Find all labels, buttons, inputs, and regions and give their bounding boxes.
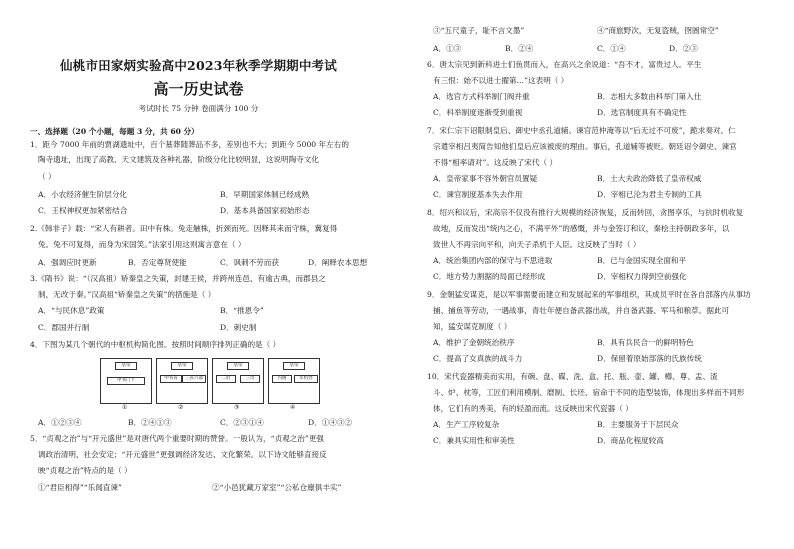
q4-option-b: B．②④①③ bbox=[128, 418, 172, 427]
q1-line1: 1．距今 7000 年前的贾湖遗址中，百个墓葬随葬品不多，差别也不大；到距今 5000 年左右的 bbox=[30, 140, 349, 149]
q10-option-d: D．商品化程度较高 bbox=[597, 436, 664, 445]
q6-option-d: D．选官制度具有不确定性 bbox=[597, 108, 687, 117]
q5-option-b: B．②④ bbox=[505, 44, 534, 53]
diagram-label: 中书省 bbox=[160, 375, 182, 383]
q4-option-c: C．②③①④ bbox=[220, 418, 264, 427]
q2-line1: 2.《韩非子》载：“宋人有耕者。田中有株。兔走触株，折颈而死。因释其耒而守株，冀复得 bbox=[30, 224, 338, 233]
q4-option-d: D．①④③② bbox=[308, 418, 353, 427]
q5-line1: 5．“贞观之治”与“开元盛世”是对唐代两个重要时期的赞誉。一般认为，“贞观之治”更强 bbox=[30, 434, 324, 443]
q1-option-c: C．王权神权更加紧密结合 bbox=[38, 206, 128, 215]
q5-item2: ②“小邑犹藏万家室”“公私仓廪俱丰实” bbox=[212, 483, 342, 492]
q3-line1: 3.《隋书》说：“（汉高祖）矫秦皇之失策，封建王侯，并跨州连邑，有逾古典，而郡县之 bbox=[30, 274, 326, 283]
q4-diagram bbox=[100, 358, 318, 413]
q1-line2: 陶寺遗址，出现了高教、天文建筑及各种礼器，阶级分化比较明显，这说明陶寺文化 bbox=[38, 155, 319, 164]
q7-line3: 不得“相率请对”。这反映了宋代（ ） bbox=[433, 158, 558, 167]
q5-option-c: C．①④ bbox=[597, 44, 626, 53]
section-heading: 一、选择题（20 个小题，每题 3 分，共 60 分） bbox=[30, 127, 199, 136]
q3-option-c: C．郡国并行制 bbox=[38, 323, 90, 332]
q7-line1: 7．宋仁宗下诏限制皇后、御史中丞孔道辅、谏官范仲淹等以“后无过不可废”，跪求奏对。仁 bbox=[427, 126, 736, 135]
q1-option-b: B．早期国家体制已经成熟 bbox=[220, 190, 310, 199]
q7-option-b: B．士大夫政治降低了皇帝权威 bbox=[597, 174, 702, 183]
diagram-label: 军机处 bbox=[294, 375, 318, 383]
diagram-label: 三省六部 bbox=[182, 375, 206, 383]
right-column bbox=[397, 0, 794, 549]
diagram-panel-3 bbox=[212, 358, 264, 404]
q9-option-b: B．具有兵民合一的鲜明特色 bbox=[597, 338, 694, 347]
q5-option-a: A．①③ bbox=[433, 44, 462, 53]
diagram-caption: ④ bbox=[290, 404, 296, 411]
q8-line2: 故地，反而发出“统内之心，不满平外”的感慨，并与金签订和议，秦桧主持朝政多年，以 bbox=[433, 224, 730, 233]
q3-option-b: B．“推恩令” bbox=[220, 306, 264, 315]
q10-line2: 斗、炉、枕等，工匠们利用模制、磨制、长坯、宿命于不同的造型装饰，体现出多样而不同形 bbox=[433, 388, 745, 397]
q3-option-d: D．刺史制 bbox=[220, 323, 257, 332]
q3-line2: 制，无改于秦。”汉高祖“矫秦皇之失策”的措施是（ ） bbox=[38, 290, 216, 299]
q3-option-a: A．“与民休息”政策 bbox=[38, 306, 105, 315]
diagram-panel-4 bbox=[268, 358, 320, 404]
exam-title: 仙桃市田家炳实验高中2023年秋季学期期中考试 bbox=[60, 58, 337, 73]
diagram-label: 皇帝 bbox=[283, 362, 305, 370]
q7-line2: 宗遣宰相吕夷简告知他们皇后应该被废的理由。事后，孔道辅等被贬。朝廷诏令御史、谏官 bbox=[433, 142, 737, 151]
q2-option-d: D．阐释农本思想 bbox=[308, 258, 368, 267]
diagram-panel-2 bbox=[156, 358, 208, 404]
q8-option-b: B．已与金国实现全面和平 bbox=[597, 256, 687, 265]
q1-paren: （ ） bbox=[38, 172, 56, 181]
diagram-label: 二府 bbox=[216, 375, 236, 383]
q6-line2: 有三恨：始不以进士擢第…”这表明（ ） bbox=[433, 76, 569, 85]
q5-option-d: D．②③ bbox=[669, 44, 698, 53]
diagram-caption: ② bbox=[178, 404, 184, 411]
q5-line2: 调政治清明，社会安定；“开元盛世”更强调经济发达、文化繁荣。以下诗文能够直接反 bbox=[38, 450, 327, 459]
exam-subtitle: 高一历史试卷 bbox=[153, 80, 244, 98]
diagram-caption: ① bbox=[122, 404, 128, 411]
q4-line1: 4．下图为某几个朝代的中枢机构简化图。按照时间顺序排列正确的是（ ） bbox=[30, 340, 281, 349]
diagram-panel-1 bbox=[100, 358, 152, 404]
q10-line1: 10．宋代瓷器精美而实用，有碗、盘、碟、洗、盒、托、瓶、壶、罐、樽、尊、盂、渣 bbox=[427, 372, 718, 381]
q7-option-d: D．宰相已沦为君主专制的工具 bbox=[597, 190, 702, 199]
q2-line2: 兔。兔不可复得，而身为宋国笑。”法家引用这则寓言意在（ ） bbox=[38, 240, 246, 249]
q9-option-a: A．维护了金朝统治秩序 bbox=[433, 338, 515, 347]
q8-option-a: A．统治集团内部的保守与不思进取 bbox=[433, 256, 553, 265]
q2-option-b: B．否定尊贤使能 bbox=[128, 258, 187, 267]
q8-line1: 8．绍兴和议后，宋高宗不仅没有推行大规模的经济恢复，反而转回，贪图享乐，与抗时机收复 bbox=[427, 208, 744, 217]
diagram-caption: ③ bbox=[234, 404, 240, 411]
q1-option-a: A．小农经济催生阶层分化 bbox=[38, 190, 128, 199]
exam-info: 考试时长 75 分钟 卷面满分 100 分 bbox=[138, 104, 259, 113]
q9-line1: 9．金朝猛安谋克，是以军事需要而建立和发展起来的军事组织，其成员平时在各自部落内从事坊 bbox=[427, 290, 751, 299]
q9-option-c: C．提高了女真族的战斗力 bbox=[433, 354, 523, 363]
q4-option-a: A．①②③④ bbox=[38, 418, 82, 427]
q10-option-c: C．兼具实用性和审美性 bbox=[433, 436, 515, 445]
q10-option-b: B．主要服务于下层民众 bbox=[597, 420, 679, 429]
q6-option-c: C．科举制度逐渐受到重视 bbox=[433, 108, 523, 117]
q7-option-a: A．皇帝家事不容外朝官员置疑 bbox=[433, 174, 538, 183]
q9-option-d: D．保留着原始部落的氏族传统 bbox=[597, 354, 702, 363]
q1-option-d: D．基本具备国家初始形态 bbox=[220, 206, 310, 215]
diagram-label: 中书门下 bbox=[107, 377, 145, 385]
q5-line3: 映“贞观之治”特点的是（ ） bbox=[38, 466, 132, 475]
q5-item3: ③“五尺童子，耻不言文墨” bbox=[433, 26, 525, 35]
diagram-label: 皇帝 bbox=[115, 362, 137, 370]
q9-line2: 捕、捕鱼等劳动，一遇战事，青壮年便自备武器出战，并自备武器、军马和粮草。据此可 bbox=[433, 306, 730, 315]
diagram-label: 皇帝 bbox=[171, 362, 193, 370]
q8-option-c: C．地方势力割据的局面已经形成 bbox=[433, 272, 546, 281]
q8-line3: 致世人不再宗向平和，向天子杀机于人臣。这反映了当时（ ） bbox=[433, 240, 641, 249]
q7-option-c: C．谏官制度基本失去作用 bbox=[433, 190, 523, 199]
q6-option-a: A．选官方式科举制门阀并重 bbox=[433, 92, 530, 101]
q6-option-b: B．志相大多数由科举门第入仕 bbox=[597, 92, 702, 101]
q2-option-c: C．讽刺不劳而获 bbox=[220, 258, 279, 267]
q5-item1: ①“君臣相得”“乐闻直谏” bbox=[38, 483, 122, 492]
q2-option-a: A．强调应时更新 bbox=[38, 258, 97, 267]
q8-option-d: D．宰相权力得到空前强化 bbox=[597, 272, 687, 281]
q5-item4: ④“商旅野次，无复盗贼，囹圄常空” bbox=[597, 26, 719, 35]
q10-option-a: A．生产工序较复杂 bbox=[433, 420, 500, 429]
q6-line1: 6．唐太宗见到新科进士们鱼贯而入，在高兴之余说道：“吾不才，富贵过人。平生 bbox=[427, 60, 702, 69]
diagram-label: 皇帝 bbox=[227, 362, 249, 370]
diagram-label: 内阁 bbox=[272, 375, 292, 383]
q9-line3: 知，猛安谋克制度（ ） bbox=[433, 322, 512, 331]
diagram-label: 三司 bbox=[240, 375, 260, 383]
q10-line3: 体，它们有的秀美，有的轻盈而流。这反映出宋代瓷器（ ） bbox=[433, 404, 633, 413]
